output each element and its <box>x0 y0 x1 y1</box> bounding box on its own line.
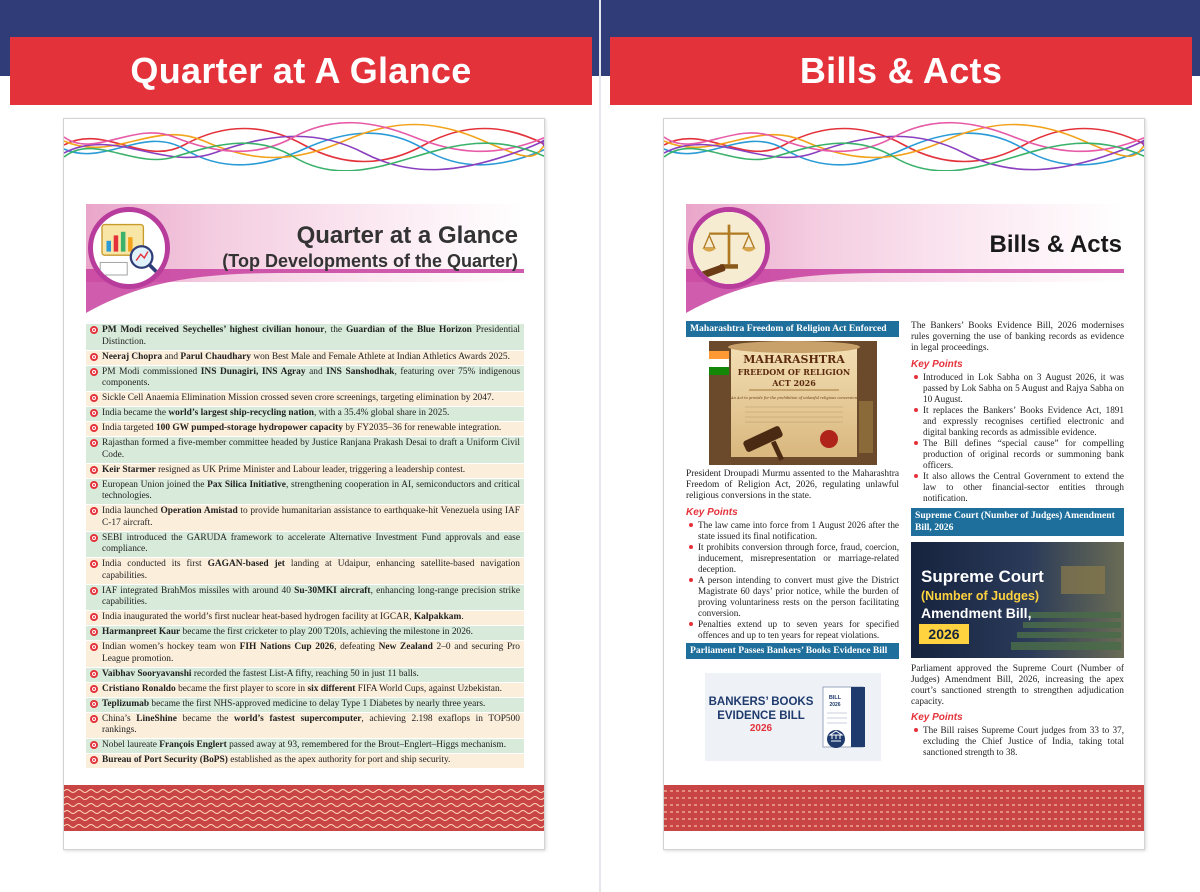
bankers-image-line-1: BANKERS’ BOOKS <box>708 695 813 708</box>
page-title: Bills & Acts <box>989 231 1122 258</box>
text: by FY2035–36 for renewable integration. <box>342 423 502 433</box>
bullet-icon <box>90 613 98 621</box>
text: became the <box>176 713 234 724</box>
bold-text: Keir Starmer <box>102 464 156 475</box>
bullet-icon <box>90 353 98 361</box>
text: India conducted its first <box>102 559 208 569</box>
list-item <box>86 407 524 421</box>
text: Presidential Distinction. <box>102 325 520 347</box>
image-caption: An Act to provide for the prohibition of unlawful religious conversion <box>730 396 857 400</box>
justice-scale-emblem <box>688 207 770 289</box>
text: , featuring over 75% indigenous components. <box>102 366 520 388</box>
spread-divider <box>599 0 601 892</box>
text: , the <box>324 325 346 335</box>
bullet-icon <box>90 534 98 542</box>
bold-text: New Zealand <box>378 642 433 652</box>
text: China’s <box>102 713 137 724</box>
bold-text: 100 GW pumped-storage hydropower capacity <box>155 423 343 433</box>
bankers-image-line-3: 2026 <box>749 722 772 734</box>
maharashtra-act-image <box>709 341 877 465</box>
bankers-bill-image <box>705 673 881 761</box>
list-item <box>86 464 524 478</box>
doc-line-2: 2026 <box>828 701 841 708</box>
list-item: It also allows the Central Government to extend the law to other financial-sector entities through notification. <box>911 471 1124 504</box>
analytics-emblem <box>88 207 170 289</box>
bullet-icon <box>90 481 98 489</box>
decorative-stripes <box>664 785 1145 831</box>
bold-text: INS Dunagiri, INS Agray <box>200 366 306 377</box>
bold-text: six different <box>307 683 356 694</box>
bold-text: Kalpakkam <box>413 612 462 622</box>
bold-text: Cristiano Ronaldo <box>102 683 176 694</box>
bold-text: Teplizumab <box>102 698 150 709</box>
text: , strengthening cooperation in AI, semiconductors and critical technologies. <box>102 479 521 501</box>
list-item <box>86 683 524 697</box>
bold-text: world’s largest ship-recycling nation <box>168 408 314 418</box>
key-points-label: Key Points <box>911 712 963 724</box>
text: and <box>305 366 327 377</box>
text: FIFA World Cups, against Uzbekistan. <box>355 683 502 694</box>
text: IAF integrated BrahMos missiles with around 40 <box>102 585 295 596</box>
banner-bills-and-acts: Bills & Acts <box>610 37 1192 105</box>
section-heading-bankers: Parliament Passes Bankers’ Books Evidence Bill <box>686 643 899 659</box>
list-item <box>86 611 524 625</box>
bold-text: FIH Nations Cup 2026 <box>239 642 335 652</box>
text: European Union joined the <box>102 479 208 490</box>
text: became the first NHS-approved medicine to delay Type 1 Diabetes by nearly three years. <box>149 698 486 709</box>
bullet-icon <box>90 424 98 432</box>
image-line-3: ACT 2026 <box>771 378 816 388</box>
text: resigned as UK Prime Minister and Labour leader, triggering a leadership contest. <box>155 464 466 475</box>
supreme-court-bill-image <box>911 542 1124 658</box>
key-points-label: Key Points <box>686 506 738 518</box>
bold-text: LineShine <box>136 713 177 724</box>
bold-text: Parul Chaudhary <box>180 351 251 362</box>
text: PM Modi commissioned <box>102 366 201 377</box>
page-subtitle: (Top Developments of the Quarter) <box>222 251 518 271</box>
bold-text: Pax Silica Initiative <box>207 479 286 490</box>
list-item <box>86 641 524 667</box>
list-item <box>86 437 524 463</box>
text: to provide humanitarian assistance to earthquake-hit Venezuela using IAF C-17 aircraft. <box>102 506 521 528</box>
bullet-icon <box>90 715 98 723</box>
decorative-stripes <box>64 785 545 831</box>
text: , achieving 2.198 exaflops in TOP500 rankings. <box>102 713 520 735</box>
list-item <box>86 392 524 406</box>
image-line-2: FREEDOM OF RELIGION <box>737 367 850 377</box>
text: Indian women’s hockey team won <box>102 642 240 652</box>
bullet-icon <box>90 643 98 651</box>
bullet-icon <box>90 394 98 402</box>
supreme-intro: Parliament approved the Supreme Court (Number of Judges) Amendment Bill, 2026, increasing the apex court’s sanctioned strength to strengthen adjudication capacity. <box>911 663 1124 708</box>
doc-line-1: BILL <box>828 694 841 701</box>
bold-text: Vaibhav Sooryavanshi <box>102 668 192 679</box>
section-heading-maharashtra: Maharashtra Freedom of Religion Act Enforced <box>686 321 899 337</box>
sc-image-line-2: (Number of Judges) <box>921 588 1040 603</box>
page-quarter-at-a-glance <box>63 118 545 850</box>
list-item: The Bill raises Supreme Court judges from 33 to 37, excluding the Chief Justice of India, taking total sanctioned strength to 38. <box>911 725 1124 758</box>
text: became the first cricketer to play 200 T20Is, achieving the milestone in 2026. <box>180 627 473 637</box>
column-left <box>686 321 899 761</box>
page-bills-and-acts <box>663 118 1145 850</box>
quarter-title-block <box>222 222 518 272</box>
bold-text: Harmanpreet Kaur <box>102 627 181 637</box>
bullet-icon <box>90 368 98 376</box>
key-points-label: Key Points <box>911 358 963 370</box>
text: India launched <box>102 506 161 516</box>
bullet-icon <box>90 409 98 417</box>
image-line-1: MAHARASHTRA <box>742 353 845 366</box>
text: , defeating <box>334 642 379 652</box>
list-item <box>86 668 524 682</box>
list-item <box>86 558 524 584</box>
developments-list <box>86 324 524 769</box>
bullet-icon <box>90 700 98 708</box>
list-item <box>86 366 524 392</box>
decorative-wave <box>64 119 545 171</box>
decorative-wave <box>664 119 1145 171</box>
list-item <box>86 505 524 531</box>
text: India inaugurated the world’s first nuclear heat-based hydrogen facility at IGCAR, <box>102 612 414 622</box>
list-item <box>86 585 524 611</box>
text: 2–0 and securing Pro League promotion. <box>102 642 520 664</box>
bullet-icon <box>90 628 98 636</box>
list-item: A person intending to convert must give the District Magistrate 60 days’ prior notice, while the burden of proving voluntariness rests on the person facilitating conversion. <box>686 575 899 619</box>
bankers-image-line-2: EVIDENCE BILL <box>716 709 805 722</box>
column-right <box>911 321 1124 758</box>
bold-text: GAGAN-based jet <box>207 559 285 569</box>
bullet-icon <box>90 466 98 474</box>
text: landing at Udaipur, enhancing satellite-based navigation capabilities. <box>102 559 520 581</box>
bold-text: Guardian of the Blue Horizon <box>345 325 472 335</box>
text: and <box>162 351 181 362</box>
list-item: The law came into force from 1 August 2026 after the state issued its final notification. <box>686 520 899 542</box>
list-item <box>86 479 524 505</box>
text: established as the apex authority for port and ship security. <box>227 755 451 765</box>
bold-text: Su-30MKI aircraft <box>294 585 371 596</box>
supreme-key-points <box>911 725 1124 758</box>
list-item <box>86 698 524 712</box>
text: Sickle Cell Anaemia Elimination Mission crossed seven crore screenings, targeting elimination by 2047. <box>102 393 494 403</box>
bullet-icon <box>90 756 98 764</box>
bold-text: François Englert <box>159 740 227 750</box>
list-item <box>86 713 524 739</box>
bullet-icon <box>90 587 98 595</box>
list-item: It replaces the Bankers’ Books Evidence Act, 1891 and expressly recognises certified electronic and digital banking records as admissible evidence. <box>911 405 1124 438</box>
maharashtra-key-points <box>686 520 899 641</box>
text: won Best Male and Female Athlete at Indian Athletics Awards 2025. <box>250 351 510 362</box>
text: passed away at 93, remembered for the Brout–Englert–Higgs mechanism. <box>226 740 507 750</box>
text: India targeted <box>102 423 156 433</box>
bullet-icon <box>90 685 98 693</box>
list-item <box>86 324 524 350</box>
page-title: Quarter at a Glance <box>296 222 518 249</box>
text: , enhancing long-range precision strike capabilities. <box>102 585 520 607</box>
bullet-icon <box>90 439 98 447</box>
bullet-icon <box>90 741 98 749</box>
bold-text: INS Sanshodhak <box>326 366 395 377</box>
banner-quarter-at-a-glance: Quarter at A Glance <box>10 37 592 105</box>
bold-text: Operation Amistad <box>160 506 238 516</box>
bold-text: PM Modi received Seychelles’ highest civilian honour <box>102 325 325 335</box>
list-item: Introduced in Lok Sabha on 3 August 2026, it was passed by Lok Sabha on 5 August and Rajya Sabha on 10 August. <box>911 372 1124 405</box>
bullet-icon <box>90 670 98 678</box>
text: , with a 35.4% global share in 2025. <box>313 408 450 418</box>
text: . <box>461 612 464 622</box>
list-item <box>86 754 524 768</box>
maharashtra-intro: President Droupadi Murmu assented to the Maharashtra Freedom of Religion Act, 2026, regulating unlawful religious conversions in the state. <box>686 469 899 502</box>
list-item <box>86 532 524 558</box>
sc-image-line-3: Amendment Bill, <box>921 604 1032 621</box>
sc-image-line-4: 2026 <box>928 625 960 642</box>
bullet-icon <box>90 560 98 568</box>
bold-text: Neeraj Chopra <box>102 351 163 362</box>
section-heading-supreme-court: Supreme Court (Number of Judges) Amendment Bill, 2026 <box>911 508 1124 536</box>
text: India became the <box>102 408 169 418</box>
list-item <box>86 351 524 365</box>
list-item: It prohibits conversion through force, fraud, coercion, inducement, misrepresentation or marriage-related deception. <box>686 542 899 575</box>
bullet-icon <box>90 326 98 334</box>
list-item: The Bill defines “special cause” for compelling production of original records or summoning bank officers. <box>911 438 1124 471</box>
bankers-key-points <box>911 372 1124 504</box>
text: became the first player to score in <box>175 683 308 694</box>
bold-text: world’s fastest supercomputer <box>233 713 362 724</box>
text: SEBI introduced the GARUDA framework to accelerate Alternative Investment Fund approvals and ease compliance. <box>102 532 520 554</box>
text: recorded the fastest List-A fifty, reaching 50 in just 11 balls. <box>191 668 419 679</box>
list-item <box>86 422 524 436</box>
list-item <box>86 626 524 640</box>
text: Rajasthan formed a five-member committee headed by Justice Ranjana Prakash Desai to draft a Uniform Civil Code. <box>102 438 520 460</box>
bullet-icon <box>90 507 98 515</box>
list-item <box>86 739 524 753</box>
text: Nobel laureate <box>102 740 160 750</box>
sc-image-line-1: Supreme Court <box>921 566 1044 586</box>
bankers-intro: The Bankers’ Books Evidence Bill, 2026 modernises rules governing the use of banking records as evidence in legal proceedings. <box>911 321 1124 354</box>
bold-text: Bureau of Port Security (BoPS) <box>102 755 228 765</box>
list-item: Penalties extend up to seven years for specified offences and up to ten years for repeat violations. <box>686 619 899 641</box>
